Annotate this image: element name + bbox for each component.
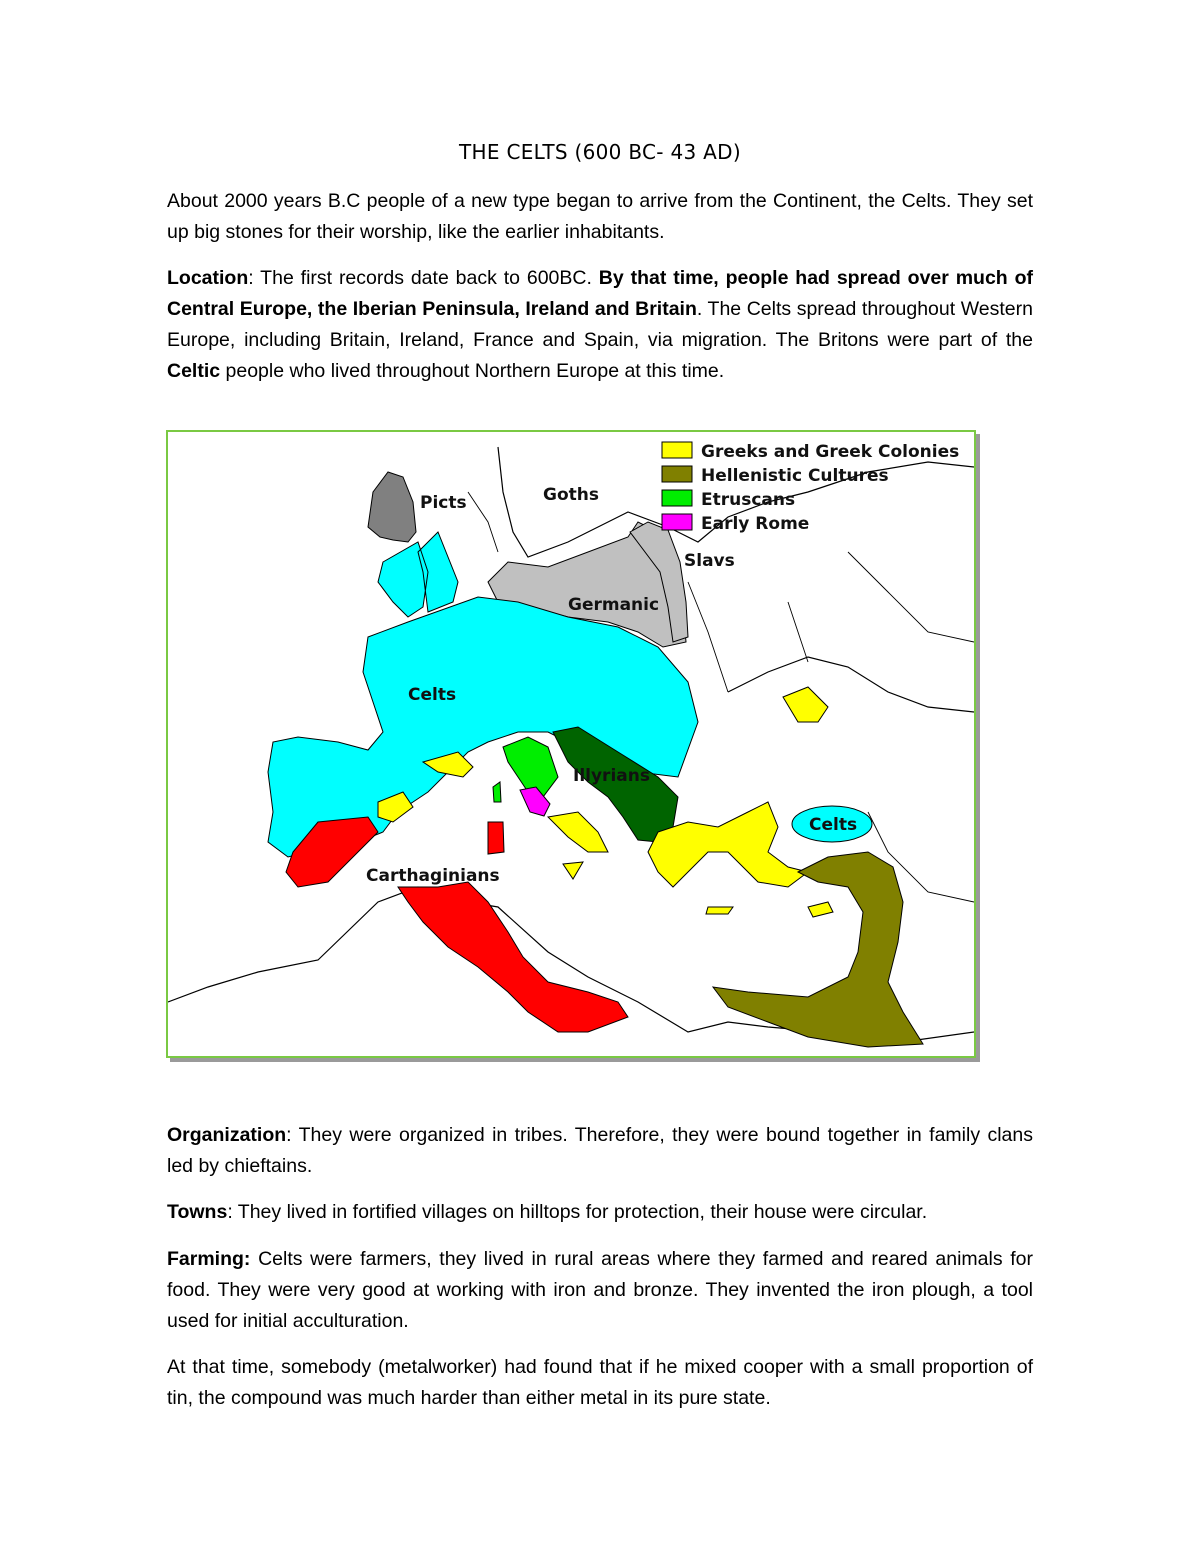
legend-swatch-early-rome [662, 514, 692, 530]
organization-text: : They were organized in tribes. Therefore, they were bound together in family clans led by chieftains. [167, 1124, 1033, 1177]
location-bold-1: By that time, people had spread over much of Central Europe, the Iberian Peninsula, Ireland and Britain [167, 267, 1033, 320]
label-germanic: Germanic [568, 595, 660, 615]
label-celts-west: Celts [408, 685, 457, 705]
location-paragraph [167, 263, 1033, 387]
bronze-paragraph: At that time, somebody (metalworker) had found that if he mixed cooper with a small proportion of tin, the compound was much harder than either metal in its pure state. [167, 1356, 1033, 1409]
label-illyrians: Illyrians [573, 766, 650, 786]
legend-label-early-rome: Early Rome [701, 514, 810, 534]
legend-swatch-etruscans [662, 490, 692, 506]
legend-label-etruscans: Etruscans [701, 490, 796, 510]
page-title: THE CELTS (600 BC- 43 AD) [459, 140, 741, 164]
organization-heading: Organization [167, 1124, 287, 1146]
region-hellenistic [713, 852, 923, 1047]
label-carthaginians: Carthaginians [366, 866, 500, 886]
farming-heading: Farming: [167, 1248, 251, 1270]
location-text-1: : The first records date back to 600BC. [248, 267, 599, 289]
region-picts [368, 472, 416, 542]
location-heading: Location [167, 267, 249, 289]
map-legend [662, 442, 959, 534]
celts-map [166, 430, 976, 1058]
towns-paragraph [167, 1197, 1033, 1228]
location-text-2: . The Celts spread throughout Western Europe, including Britain, Ireland, France and Spain, via migration. The Britons were part of the [167, 298, 1033, 351]
legend-swatch-hellenistic [662, 466, 692, 482]
label-picts: Picts [420, 493, 467, 513]
label-slavs: Slavs [684, 551, 735, 571]
organization-paragraph [167, 1120, 1033, 1182]
towns-heading: Towns [167, 1201, 228, 1223]
label-goths: Goths [543, 485, 599, 505]
label-celts-east: Celts [809, 815, 858, 835]
region-carthaginians [286, 817, 628, 1032]
intro-paragraph: About 2000 years B.C people of a new type began to arrive from the Continent, the Celts. They set up big stones for their worship, like the earlier inhabitants. [167, 190, 1033, 243]
farming-paragraph [167, 1244, 1033, 1337]
legend-swatch-greeks [662, 442, 692, 458]
map-svg [168, 432, 974, 1056]
coastline-east [728, 657, 974, 712]
farming-text: Celts were farmers, they lived in rural areas where they farmed and reared animals for food. They were very good at working with iron and bronze. They invented the iron plough, a tool used for initial acculturation. [167, 1248, 1033, 1332]
location-text-3: people who lived throughout Northern Europe at this time. [220, 360, 725, 382]
towns-text: : They lived in fortified villages on hilltops for protection, their house were circular. [227, 1201, 928, 1223]
legend-label-greeks: Greeks and Greek Colonies [701, 442, 960, 462]
legend-label-hellenistic: Hellenistic Cultures [701, 466, 889, 486]
location-bold-2: Celtic [167, 360, 221, 382]
